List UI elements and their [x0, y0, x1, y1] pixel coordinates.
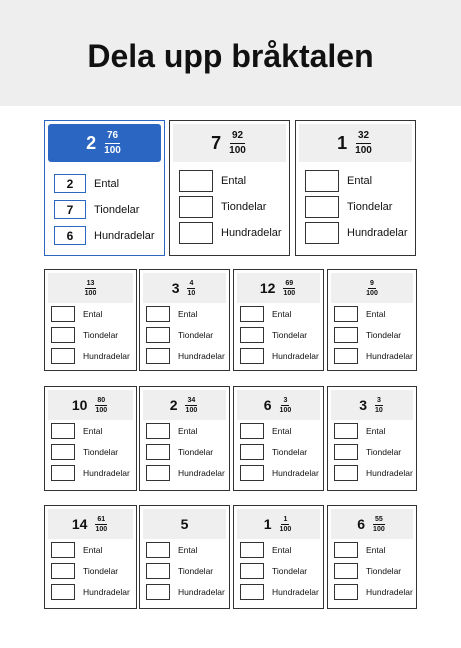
answer-box-ones[interactable]: [334, 423, 358, 439]
numerator: 92: [230, 131, 245, 144]
denominator: 100: [95, 406, 108, 414]
label-tenths: Tiondelar: [94, 203, 140, 216]
answer-row-hundredths: [179, 222, 282, 244]
answer-row-tenths: [54, 200, 139, 219]
answer-row-tenths: [334, 444, 401, 460]
label-tenths: Tiondelar: [366, 566, 402, 576]
answer-row-ones: [240, 423, 291, 439]
label-hundredths: Hundradelar: [178, 351, 225, 361]
answer-box-hundredths[interactable]: [146, 348, 170, 364]
numerator: 76: [105, 131, 120, 144]
fraction-card: [327, 505, 417, 609]
numerator: 1: [283, 515, 288, 523]
fraction: [83, 280, 99, 297]
fraction: [102, 131, 123, 156]
fraction-card: [295, 120, 416, 256]
label-tenths: Tiondelar: [366, 330, 402, 340]
numerator: 34: [187, 396, 196, 404]
denominator: 100: [104, 144, 121, 156]
answer-box-tenths[interactable]: [146, 444, 170, 460]
whole-number: 1: [263, 516, 272, 532]
answer-box-hundredths[interactable]: [51, 584, 75, 600]
fraction-card: [44, 120, 165, 256]
fraction: [278, 397, 294, 414]
fraction-card: [233, 269, 324, 371]
answer-row-hundredths: [334, 584, 413, 600]
label-tenths: Tiondelar: [178, 566, 214, 576]
answer-box-hundredths[interactable]: [146, 584, 170, 600]
denominator: 100: [279, 525, 292, 533]
answer-box-hundredths[interactable]: [51, 465, 75, 481]
numerator: 80: [97, 396, 106, 404]
label-tenths: Tiondelar: [83, 330, 119, 340]
denominator: 100: [279, 406, 292, 414]
fraction-header: [48, 124, 161, 162]
answer-row-ones: [146, 542, 197, 558]
header-band: [0, 0, 461, 106]
answer-row-ones: [334, 306, 385, 322]
answer-box-tenths[interactable]: [146, 563, 170, 579]
fraction-header: [143, 273, 226, 303]
answer-row-tenths: [51, 563, 118, 579]
answer-row-ones: [54, 174, 119, 193]
label-tenths: Tiondelar: [83, 566, 119, 576]
answer-box-ones[interactable]: [51, 542, 75, 558]
answer-row-hundredths: [146, 584, 225, 600]
fraction-header: [173, 124, 286, 162]
denominator: 100: [95, 525, 108, 533]
answer-box-hundredths[interactable]: [334, 465, 358, 481]
fraction-header: [331, 273, 413, 303]
answer-box-ones[interactable]: [51, 423, 75, 439]
denominator: 100: [283, 289, 296, 297]
fraction-card: [233, 386, 324, 491]
answer-row-hundredths: [305, 222, 408, 244]
page-title: Dela upp bråktalen: [87, 38, 374, 74]
label-ones: Ental: [366, 545, 386, 555]
fraction-header: [299, 124, 412, 162]
answer-box-ones[interactable]: 2: [54, 174, 86, 193]
label-hundredths: Hundradelar: [366, 468, 413, 478]
whole-number: 6: [357, 516, 366, 532]
answer-row-tenths: [240, 327, 307, 343]
label-tenths: Tiondelar: [178, 330, 214, 340]
label-ones: Ental: [83, 426, 103, 436]
whole-number: 14: [71, 516, 88, 532]
answer-row-ones: [334, 423, 385, 439]
whole-number: 6: [263, 397, 272, 413]
answer-box-ones[interactable]: [179, 170, 213, 192]
answer-row-hundredths: [240, 584, 319, 600]
answer-row-hundredths: [334, 348, 413, 364]
fraction-header: [331, 509, 413, 539]
denominator: 10: [187, 289, 196, 297]
numerator: 13: [86, 279, 95, 287]
answer-box-tenths[interactable]: 7: [54, 200, 86, 219]
label-ones: Ental: [94, 177, 120, 190]
label-hundredths: Hundradelar: [272, 587, 319, 597]
whole-number: 3: [171, 280, 180, 296]
label-hundredths: Hundradelar: [221, 227, 282, 239]
answer-box-tenths[interactable]: [51, 563, 75, 579]
answer-row-hundredths: [51, 348, 130, 364]
label-ones: Ental: [83, 545, 103, 555]
answer-box-tenths[interactable]: [334, 327, 358, 343]
fraction-header: [237, 509, 320, 539]
answer-row-hundredths: [146, 348, 225, 364]
answer-row-tenths: [305, 196, 392, 218]
label-tenths: Tiondelar: [178, 447, 214, 457]
label-ones: Ental: [221, 175, 247, 187]
fraction-card: [169, 120, 290, 256]
fraction-card: [327, 269, 417, 371]
label-ones: Ental: [272, 426, 292, 436]
answer-box-tenths[interactable]: [146, 327, 170, 343]
answer-row-tenths: [240, 444, 307, 460]
answer-row-ones: [51, 306, 102, 322]
answer-row-hundredths: [51, 584, 130, 600]
label-ones: Ental: [272, 309, 292, 319]
fraction-header: [48, 273, 133, 303]
answer-row-hundredths: [240, 465, 319, 481]
numerator: 69: [285, 279, 294, 287]
fraction: [93, 516, 109, 533]
fraction: [281, 280, 297, 297]
answer-box-ones[interactable]: [146, 423, 170, 439]
answer-box-tenths[interactable]: [51, 327, 75, 343]
fraction-card: [233, 505, 324, 609]
answer-box-tenths[interactable]: [240, 563, 264, 579]
answer-row-ones: [146, 306, 197, 322]
answer-box-hundredths[interactable]: 6: [54, 226, 86, 245]
fraction-card: [327, 386, 417, 491]
denominator: 100: [366, 289, 378, 297]
answer-box-tenths[interactable]: [334, 563, 358, 579]
answer-row-ones: [334, 542, 385, 558]
label-ones: Ental: [178, 309, 198, 319]
answer-row-tenths: [146, 327, 213, 343]
label-tenths: Tiondelar: [347, 201, 393, 213]
numerator: 4: [189, 279, 194, 287]
answer-box-tenths[interactable]: [305, 196, 339, 218]
answer-row-ones: [51, 423, 102, 439]
fraction-header: [331, 390, 413, 420]
denominator: 10: [375, 406, 383, 414]
answer-row-ones: [240, 542, 291, 558]
label-tenths: Tiondelar: [272, 330, 308, 340]
label-tenths: Tiondelar: [221, 201, 267, 213]
answer-box-tenths[interactable]: [179, 196, 213, 218]
whole-number: 2: [86, 132, 97, 153]
fraction-card: [139, 386, 230, 491]
fraction: [278, 516, 294, 533]
denominator: 100: [355, 144, 372, 156]
numerator: 61: [97, 515, 106, 523]
label-hundredths: Hundradelar: [366, 587, 413, 597]
label-hundredths: Hundradelar: [272, 468, 319, 478]
answer-row-hundredths: [334, 465, 413, 481]
answer-box-hundredths[interactable]: [240, 348, 264, 364]
answer-row-ones: [179, 170, 246, 192]
label-hundredths: Hundradelar: [366, 351, 413, 361]
label-hundredths: Hundradelar: [272, 351, 319, 361]
answer-row-ones: [51, 542, 102, 558]
answer-box-ones[interactable]: [305, 170, 339, 192]
whole-number: 5: [180, 516, 189, 532]
whole-number: 3: [359, 397, 367, 413]
denominator: 100: [229, 144, 246, 156]
denominator: 100: [84, 289, 97, 297]
fraction: [371, 516, 387, 533]
answer-box-ones[interactable]: [240, 306, 264, 322]
fraction-header: [237, 273, 320, 303]
label-hundredths: Hundradelar: [178, 468, 225, 478]
label-ones: Ental: [347, 175, 373, 187]
answer-box-hundredths[interactable]: [240, 584, 264, 600]
whole-number: 1: [337, 132, 348, 153]
answer-box-hundredths[interactable]: [305, 222, 339, 244]
answer-box-tenths[interactable]: [51, 444, 75, 460]
fraction: [93, 397, 109, 414]
answer-row-hundredths: [54, 226, 155, 245]
fraction-header: [143, 390, 226, 420]
whole-number: 2: [169, 397, 178, 413]
answer-row-tenths: [179, 196, 266, 218]
answer-row-tenths: [334, 327, 401, 343]
label-ones: Ental: [366, 309, 386, 319]
answer-box-hundredths[interactable]: [51, 348, 75, 364]
fraction-card: [44, 505, 137, 609]
fraction-card: [139, 505, 230, 609]
label-tenths: Tiondelar: [272, 447, 308, 457]
label-tenths: Tiondelar: [272, 566, 308, 576]
answer-row-ones: [305, 170, 372, 192]
answer-box-ones[interactable]: [146, 306, 170, 322]
answer-box-ones[interactable]: [51, 306, 75, 322]
answer-box-ones[interactable]: [334, 542, 358, 558]
answer-row-tenths: [51, 444, 118, 460]
answer-box-tenths[interactable]: [240, 327, 264, 343]
label-ones: Ental: [178, 545, 198, 555]
answer-row-hundredths: [146, 465, 225, 481]
fraction: [353, 131, 374, 156]
fraction-card: [139, 269, 230, 371]
fraction-header: [237, 390, 320, 420]
answer-box-hundredths[interactable]: [179, 222, 213, 244]
fraction: [364, 280, 380, 297]
answer-box-ones[interactable]: [334, 306, 358, 322]
numerator: 3: [376, 396, 381, 404]
answer-box-hundredths[interactable]: [146, 465, 170, 481]
fraction: [373, 397, 385, 414]
answer-box-hundredths[interactable]: [334, 348, 358, 364]
fraction-card: [44, 269, 137, 371]
label-ones: Ental: [272, 545, 292, 555]
answer-box-ones[interactable]: [240, 423, 264, 439]
numerator: 3: [283, 396, 288, 404]
label-hundredths: Hundradelar: [178, 587, 225, 597]
fraction-header: [143, 509, 226, 539]
fraction: [184, 397, 200, 414]
label-hundredths: Hundradelar: [94, 229, 155, 242]
answer-row-tenths: [146, 444, 213, 460]
label-ones: Ental: [178, 426, 198, 436]
label-tenths: Tiondelar: [83, 447, 119, 457]
answer-row-hundredths: [51, 465, 130, 481]
fraction-header: [48, 509, 133, 539]
answer-box-hundredths[interactable]: [334, 584, 358, 600]
numerator: 32: [356, 131, 371, 144]
label-hundredths: Hundradelar: [83, 587, 130, 597]
fraction-card: [44, 386, 137, 491]
numerator: 55: [374, 515, 383, 523]
answer-row-tenths: [146, 563, 213, 579]
answer-row-tenths: [334, 563, 401, 579]
answer-box-ones[interactable]: [146, 542, 170, 558]
fraction: [227, 131, 248, 156]
answer-box-tenths[interactable]: [240, 444, 264, 460]
label-hundredths: Hundradelar: [83, 468, 130, 478]
answer-row-ones: [146, 423, 197, 439]
answer-box-hundredths[interactable]: [240, 465, 264, 481]
fraction: [186, 280, 198, 297]
whole-number: 7: [211, 132, 222, 153]
whole-number: 12: [259, 280, 276, 296]
answer-row-hundredths: [240, 348, 319, 364]
denominator: 100: [373, 525, 385, 533]
answer-box-tenths[interactable]: [334, 444, 358, 460]
answer-row-tenths: [240, 563, 307, 579]
numerator: 9: [370, 279, 374, 287]
label-ones: Ental: [366, 426, 386, 436]
label-tenths: Tiondelar: [366, 447, 402, 457]
whole-number: 10: [71, 397, 88, 413]
answer-row-tenths: [51, 327, 118, 343]
answer-box-ones[interactable]: [240, 542, 264, 558]
label-hundredths: Hundradelar: [347, 227, 408, 239]
answer-row-ones: [240, 306, 291, 322]
fraction-header: [48, 390, 133, 420]
denominator: 100: [185, 406, 198, 414]
label-hundredths: Hundradelar: [83, 351, 130, 361]
label-ones: Ental: [83, 309, 103, 319]
